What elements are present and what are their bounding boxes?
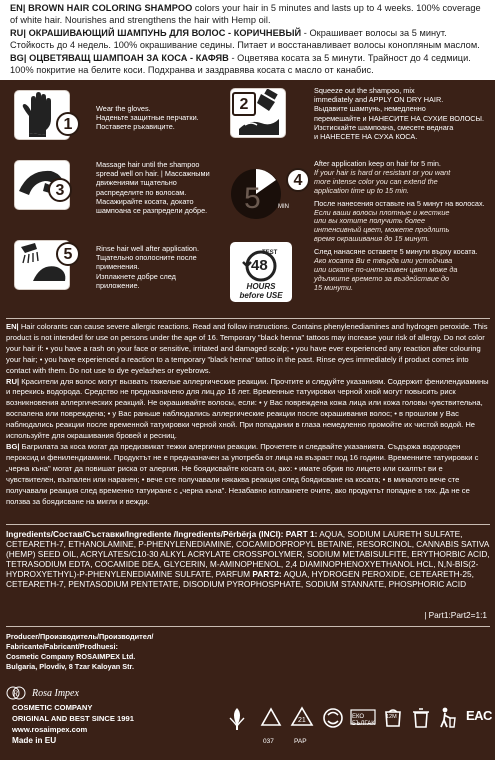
recycle-triangle-icon	[260, 706, 282, 735]
before-use-label: before USE	[239, 291, 283, 300]
title-bg: ОЦВЕТЯВАЩ ШАМПОАН ЗА КОСА - КАФЯВ	[29, 52, 229, 63]
step-3-line: шампоана се разпредели добре.	[96, 206, 208, 216]
divider	[6, 524, 490, 525]
step-3-line: Massage hair until the shampoo	[96, 160, 200, 169]
timer-digit: 5	[244, 182, 261, 215]
title-en: BROWN HAIR COLORING SHAMPOO	[28, 3, 193, 13]
step-5-line: применения.	[96, 262, 140, 272]
producer-line: Cosmetic Company ROSAIMPEX Ltd.	[6, 652, 136, 662]
company-line: COSMETIC COMPANY	[12, 703, 93, 712]
bin-icon	[410, 706, 432, 735]
step-4-line: 15 минути.	[314, 282, 354, 292]
recycle-code-037: 037	[263, 738, 274, 745]
lang-tag-bg: BG|	[6, 441, 20, 451]
eac-label: EAC	[466, 708, 492, 723]
part1-ingredients: AQUA, SODIUM LAURETH SULFATE, CETEARETH-7, ETHANOLAMINE, P-PHENYLENEDIAMINE, COCAMIDOPROPYL BETAINE, RESORCINOL, CANNABIS SATIVA (HEMP) SEED OIL, ACRYLATES/C10-30 ALKYL ACRYLATE CROSSPOLYMER, SODIUM METABISULFITE, ERYTHORBIC ACID, TETRASODIUM EDTA, COCAMIDE DEA, GLYCERIN, M-AMINOPHENOL, 2,4 DIAMINOPHENOXYETHANOL HCL, N,N-BIS(2-HYDROXYETHYL)-P-PHENYLENEDIAMINE SULFATE, PARFUM	[6, 529, 490, 580]
step-5-line: Rinse hair well after application.	[96, 244, 200, 253]
step-2-line: Выдавите шампунь, немедленно	[314, 104, 426, 114]
pao-12m-label: 12M	[386, 714, 397, 720]
eko-balkan-label: ЕКО БЪЛГАК	[352, 714, 375, 727]
logo-name: Rosa Impex	[32, 687, 79, 699]
lang-tag-en: EN|	[6, 322, 19, 331]
step-4-text	[314, 160, 494, 293]
divider	[6, 626, 490, 627]
divider	[6, 318, 490, 319]
recycle-pap-icon	[290, 706, 314, 735]
step-1-line: Поставете ръкавиците.	[96, 122, 175, 132]
step-4-line: След нанасяне оставете 5 минути върху косата.	[314, 247, 478, 257]
mix-ratio: | Part1:Part2=1:1	[424, 610, 487, 620]
lang-tag-en: EN|	[10, 3, 26, 13]
part1-label: PART 1:	[285, 529, 318, 539]
step-4-line: application time up to 15 min.	[314, 185, 409, 195]
green-dot-icon	[322, 706, 344, 735]
lang-tag-bg: BG|	[10, 52, 27, 63]
step-2-line: перемешайте и НАНЕСИТЕ НА СУХИЕ ВОЛОСЫ.	[314, 113, 485, 123]
allergy-test-badge	[230, 242, 292, 302]
producer-info	[6, 632, 206, 672]
text-ru: - Окрашивает волосы за 5 минут. Стойкость до 4 недель. 100% окрашивание седины. Питает и восстанавливает волосы конопляным маслом.	[10, 27, 480, 51]
company-logo-block	[6, 686, 186, 746]
made-in-label: Made in EU	[12, 736, 57, 745]
step-5-line: Тщательно ополосните после	[96, 253, 197, 263]
step-4-line: more intense color you can extend the	[314, 176, 438, 186]
step-1-text	[96, 104, 216, 132]
step-3-line: движениями тщательно	[96, 178, 177, 188]
step-4-line: Если ваши волосы плотные и жесткие	[314, 207, 450, 217]
step-1-line: Наденьте защитные перчатки.	[96, 113, 199, 123]
svg-text:21: 21	[298, 717, 306, 724]
company-line: ORIGINAL AND BEST SINCE 1991	[12, 714, 134, 723]
step-4-line: После нанесения оставьте на 5 минут на волосах.	[314, 198, 485, 208]
part2-label: PART2:	[252, 569, 282, 580]
lang-tag-ru: RU|	[6, 376, 20, 386]
warnings-block	[6, 322, 492, 507]
step-4-line: Ако косата Ви е твърда или устойчива	[314, 256, 453, 266]
logo-mark-letter: R	[13, 689, 18, 698]
producer-line: Producer/Производитель/Производител/	[6, 632, 154, 641]
product-description	[0, 0, 495, 80]
step-4-line: или вы хотите получить более	[314, 216, 425, 226]
step-2-text	[314, 86, 494, 141]
step-4-line: или искате по-интензивен цвят може да	[314, 264, 458, 274]
title-ru: ОКРАШИВАЮЩИЙ ШАМПУНЬ ДЛЯ ВОЛОС - КОРИЧНЕВЫЙ	[28, 27, 302, 38]
company-website: www.rosaimpex.com	[12, 725, 88, 734]
recycle-pap-label: PAP	[294, 738, 307, 745]
step-5-line: приложение.	[96, 280, 140, 290]
step-1-line: Wear the gloves.	[96, 104, 151, 113]
tidyman-icon	[436, 706, 458, 735]
step-5-text	[96, 244, 226, 290]
step-2-line: Изстискайте шампоана, смесете веднага	[314, 122, 454, 132]
step-5-line: Изплакнете добре след	[96, 271, 176, 281]
step-4-line: удължите времето за въздействие до	[314, 273, 450, 283]
step-3-number: 3	[48, 178, 72, 202]
test-label: TEST	[262, 250, 278, 256]
ingredients-heading: Ingredients/Состав/Съставки/Ingrediente /Ingredients/Përbërja (INCI):	[6, 529, 284, 539]
step-4-line: интенсивный цвет, можете продлить	[314, 225, 450, 235]
step-3-text	[96, 160, 226, 215]
text-en: colors your hair in 5 minutes and lasts up to 4 weeks. 100% coverage of white hair. Nourishes and strengthens the hair with Hemp oil.	[10, 3, 481, 26]
timer-5-min-icon	[230, 162, 290, 226]
step-2-line: и НАНЕСЕТЕ НА СУХА КОСА.	[314, 132, 418, 142]
step-4-line: After application keep on hair for 5 min.	[314, 159, 441, 168]
recycle-tree-icon	[226, 706, 248, 735]
lang-tag-ru: RU|	[10, 27, 26, 38]
step-2-line: immediately and APPLY ON DRY HAIR.	[314, 95, 444, 105]
step-1-number: 1	[56, 112, 80, 136]
usage-steps	[0, 82, 495, 320]
part2-ingredients: AQUA, HYDROGEN PEROXIDE, CETEARETH-25, CETEARETH-7, PENTASODIUM PENTETATE, DISODIUM PYROPHOSPHATE, SODIUM STANNATE, PHOSPHORIC ACID	[6, 569, 474, 590]
step-4-image	[230, 162, 290, 226]
test-hours-number: 48	[251, 257, 268, 274]
step-3-line: распределите по волосам.	[96, 187, 187, 197]
step-4-line: время окрашивания до 15 минут.	[314, 234, 430, 244]
hours-label: HOURS	[246, 282, 276, 291]
warning-en: Hair colorants can cause severe allergic reactions. Read and follow instructions. Contains phenylenediamines and hydrogen peroxide. This product is not intended for use on persons under the age of 16. Temporary "black henna" tattoos may increase your risk of allergy. Do not color your hair if: • you have a rash on your face or sensitive, irritated and damaged scalp; • you have ever experienced any reaction after colouring your hair; • you have experienced a reaction to a temporary "black henna" tattoo in the past. Rinse eyes immediately if product comes into contact with them. Do not use to dye eyelashes or eyebrows.	[6, 322, 488, 375]
step-3-line: spread well on hair. | Массажными	[96, 169, 210, 179]
producer-line: Fabricante/Fabricant/Prodhuesi:	[6, 642, 118, 652]
pao-12m-icon	[382, 706, 404, 735]
step-2-number: 2	[232, 92, 256, 116]
step-5-number: 5	[56, 242, 80, 266]
step-3-line: Масажирайте косата, докато	[96, 196, 194, 206]
ingredients-block	[6, 529, 492, 590]
text-bg: - Оцветява косата за 5 минути. Трайност до 4 седмици. 100% покритие на белите коси. Подхранва и заздравява косата с масло от канабис.	[10, 52, 471, 76]
producer-line: Bulgaria, Plovdiv, 8 Tzar Kaloyan Str.	[6, 662, 135, 672]
warning-bg: Багрилата за коса могат да предизвикат тежки алергични реакции. Прочетете и следвайте указанията. Съдържа водороден пероксид и фенилендиамини. Продуктът не е предназначен за употреба от лица на възраст под 16 години. Временните татуировки с „черна къна" могат да повишат риска от алергия. Не боядисвайте косата си, ако: • имате обрив по лицето или скалпът ви е чувствителен, възпален или наранен; • вече сте получавали някаква реакция след боядисване на косата; • в миналото вече сте получавали реакция след временно татуиране с „черна къна". Незабавно изплакнете очите, ако продуктът попадне в тях. Да не се ползва за боядисване на мигли и вежди.	[6, 441, 479, 506]
warning-ru: Красители для волос могут вызвать тяжелые аллергические реакции. Прочтите и следуйте указаниям. Содержит фенилендиамины и перекись водорода. Средство не предназначено для лиц до 16 лет. Временные татуировки черной хной могут повысить риск возникновения аллергических реакций. Не окрашивайте волосы, если: • у Вас повреждена кожа лица или кожа головы чувствительна, воспалена или повреждена; • у Вас раньше наблюдались аллергические реакции после окрашивания волос; • в прошлом у Вас наблюдались реакции после временной татуировки черной хной. При попадании в глаза немедленно промойте их чистой водой. Не используйте для окрашивания бровей и ресниц.	[6, 376, 489, 441]
rosaimpex-logo-mark-icon	[6, 686, 26, 700]
step-2-line: Squeeze out the shampoo, mix	[314, 86, 415, 95]
step-4-line: If your hair is hard or resistant or you want	[314, 167, 451, 177]
step-4-number: 4	[286, 168, 310, 192]
timer-unit: MIN	[278, 204, 289, 210]
